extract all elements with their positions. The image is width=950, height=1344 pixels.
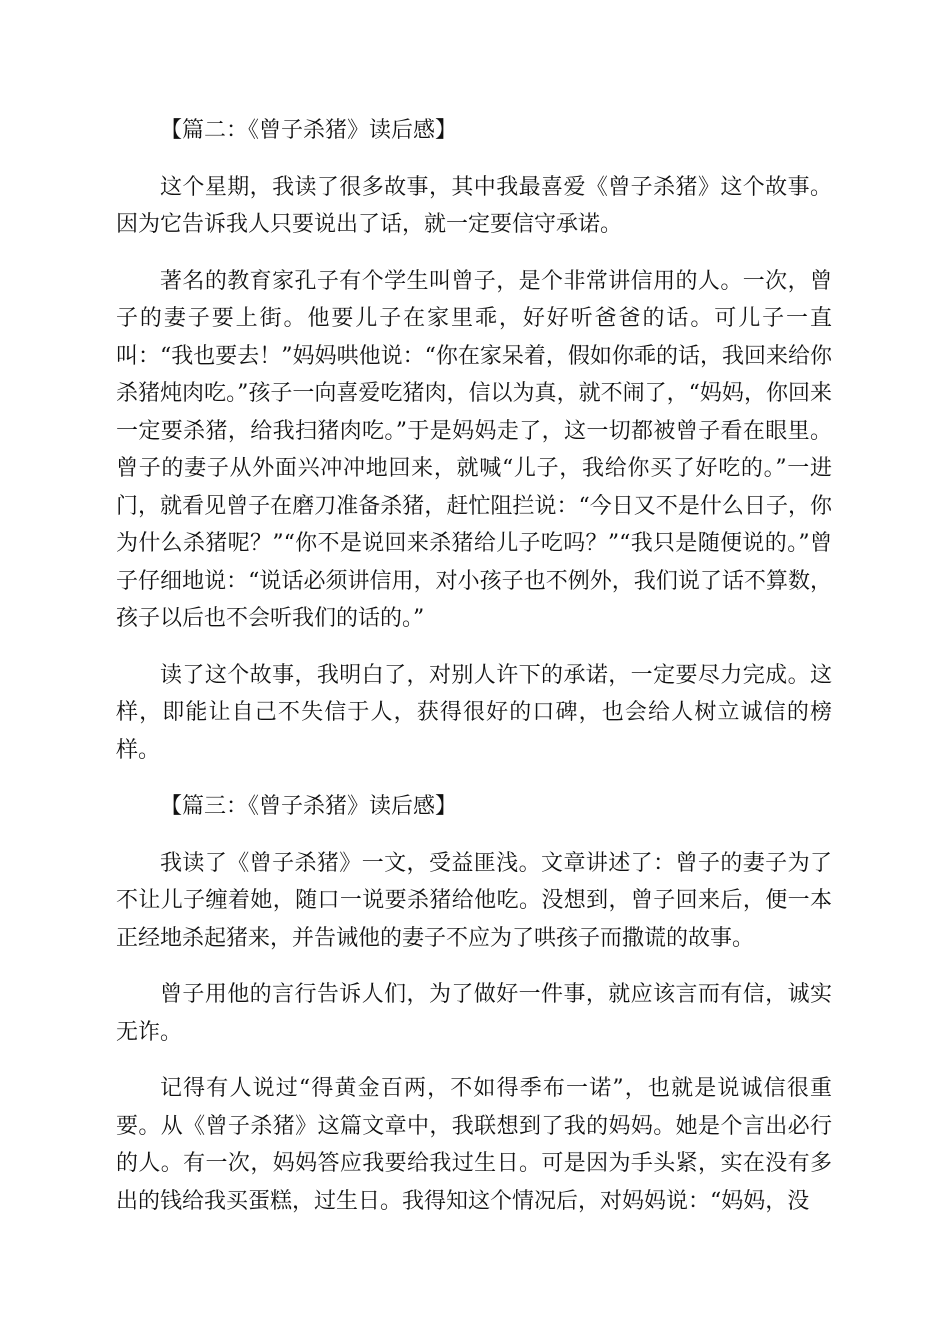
section-2-paragraph-3: 读了这个故事，我明白了，对别人许下的承诺，一定要尽力完成。这样，即能让自己不失信于人，获得很好的口碑，也会给人树立诚信的榜样。 xyxy=(116,662,832,763)
section-3-paragraph-1: 我读了《曾子杀猪》一文，受益匪浅。文章讲述了：曾子的妻子为了不让儿子缠着她，随口一说要杀猪给他吃。没想到，曾子回来后，便一本正经地杀起猪来，并告诫他的妻子不应为了哄孩子而撒谎的故事。 xyxy=(116,850,832,951)
section-2-paragraph-2: 著名的教育家孔子有个学生叫曾子，是个非常讲信用的人。一次，曾子的妻子要上街。他要儿子在家里乖，好好听爸爸的话。可儿子一直叫：“我也要去！”妈妈哄他说：“你在家呆着，假如你乖的话，我回来给你杀猪炖肉吃。”孩子一向喜爱吃猪肉，信以为真，就不闹了，“妈妈，你回来一定要杀猪，给我扫猪肉吃。”于是妈妈走了，这一切都被曾子看在眼里。曾子的妻子从外面兴冲冲地回来，就喊“儿子，我给你买了好吃的。”一进门，就看见曾子在磨刀准备杀猪，赶忙阻拦说：“今日又不是什么日子，你为什么杀猪呢？”“你不是说回来杀猪给儿子吃吗？”“我只是随便说的。”曾子仔细地说：“说话必须讲信用，对小孩子也不例外，我们说了话不算数，孩子以后也不会听我们的话的。” xyxy=(116,268,832,631)
section-2-paragraph-1: 这个星期，我读了很多故事，其中我最喜爱《曾子杀猪》这个故事。因为它告诉我人只要说出了话，就一定要信守承诺。 xyxy=(116,174,832,237)
section-3-paragraph-3: 记得有人说过“得黄金百两，不如得季布一诺”，也就是说诚信很重要。从《曾子杀猪》这篇文章中，我联想到了我的妈妈。她是个言出必行的人。有一次，妈妈答应我要给我过生日。可是因为手头紧，实在没有多出的钱给我买蛋糕，过生日。我得知这个情况后，对妈妈说：“妈妈，没 xyxy=(116,1076,832,1214)
document-body xyxy=(116,112,832,1239)
section-3-paragraph-2: 曾子用他的言行告诉人们，为了做好一件事，就应该言而有信，诚实无诈。 xyxy=(116,982,832,1045)
section-heading-3: 【篇三：《曾子杀猪》读后感】 xyxy=(160,794,458,819)
section-heading-2: 【篇二：《曾子杀猪》读后感】 xyxy=(160,118,458,143)
